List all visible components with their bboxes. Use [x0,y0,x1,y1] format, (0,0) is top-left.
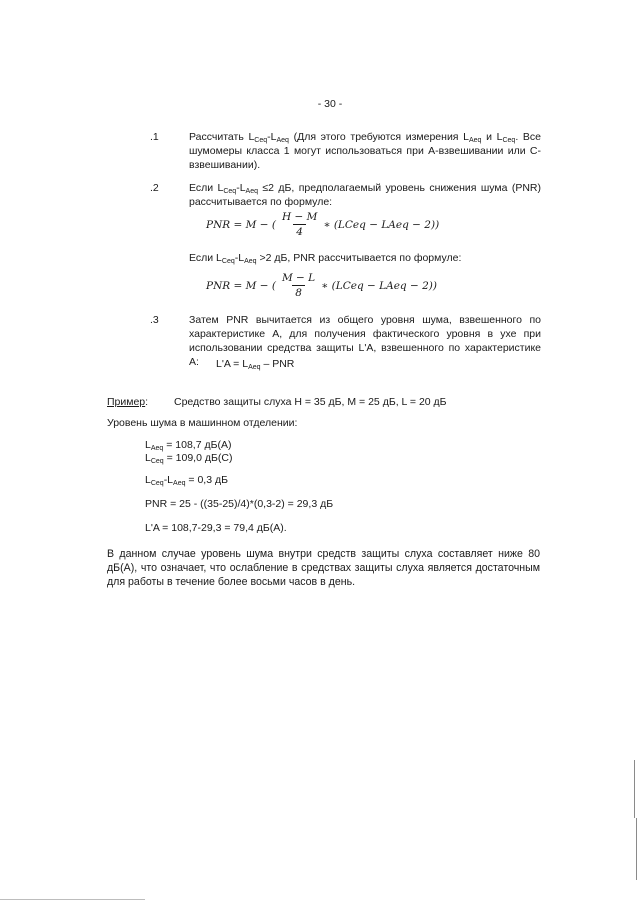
text-span: L'A = L [216,358,249,370]
text-span: (Для этого требуются измерения L [288,131,469,143]
text-span: . Все шумомеры класса 1 могут использоваться при А-взвешивании или С-взвешивании). [189,131,541,171]
subscript: Aeq [276,137,289,144]
formula-pnr-2 [206,272,437,299]
item-paragraph: Затем PNR вычитается из общего уровня шума, взвешенного по характеристике А, для получения фактического уровня в ухе при использовании средства защиты L'A, взвешенного по характеристике А: [189,314,541,368]
text-span: ≤2 дБ, предполагаемый уровень снижения шума (PNR) рассчитывается по формуле: [189,182,541,208]
text-span: Если L [189,252,222,264]
text-span: -L [267,131,277,143]
text-span: Рассчитать L [189,131,255,143]
text-span: L [145,474,151,486]
item-paragraph [189,181,541,209]
subscript: Ceq [254,137,268,144]
item-number: .1 [150,131,159,143]
text-span: L [145,452,151,464]
difference-value [145,473,228,487]
pnr-calculation: PNR = 25 - ((35-25)/4)*(0,3-2) = 29,3 дБ [145,498,334,510]
scan-edge-mark [636,818,637,880]
formula-fraction [279,272,318,299]
example-label [107,395,148,409]
text-span: = 109,0 дБ(С) [163,452,233,464]
scan-bottom-line [0,899,145,900]
text-span: -L [234,252,245,264]
formula-fraction [279,211,320,238]
subscript: Ceq [150,458,164,465]
subscript: Aeq [150,445,164,452]
item-number: .3 [150,314,159,326]
subscript: Aeq [248,364,261,371]
subscript: Aeq [469,137,482,144]
text-span: Если L [189,182,224,194]
formula-lhs: PNR = M − ( [206,279,276,292]
fraction-denominator: 8 [292,285,305,299]
text-span: -L [163,474,174,486]
fraction-numerator: H − M [281,211,318,223]
item-number: .2 [150,182,159,194]
subscript: Ceq [150,480,164,487]
text-span: : [145,396,149,408]
engine-room-heading: Уровень шума в машинном отделении: [107,417,298,429]
subscript: Aeq [173,480,186,487]
scan-edge-mark [634,760,635,818]
example-label-text: Пример [107,396,146,408]
text-span: -L [236,182,246,194]
subscript: Aeq [244,258,257,265]
text-span: = 0,3 дБ [185,474,228,486]
equation-la [216,357,294,371]
formula-lhs: PNR = M − ( [206,218,276,231]
text-span: и L [481,131,503,143]
fraction-numerator: M − L [281,272,316,284]
subscript: Ceq [223,188,237,195]
text-span: = 108,7 дБ(А) [163,439,232,451]
conclusion-paragraph: В данном случае уровень шума внутри средств защиты слуха составляет ниже 80 дБ(А), что означает, что ослабление в средствах защиты слуха является достаточным для работы в течение более восьми часов в день. [107,548,540,588]
item-paragraph [189,251,461,265]
formula-pnr-1 [206,211,439,238]
lceq-value [145,451,232,465]
fraction-denominator: 4 [293,224,306,238]
text-span: – PNR [260,358,295,370]
formula-rhs: ∗ (LCeq − LAeq − 2)) [323,218,440,231]
subscript: Aeq [245,188,259,195]
example-text: Средство защиты слуха H = 35 дБ, M = 25 дБ, L = 20 дБ [174,396,447,408]
laeq-value [145,438,232,452]
text-span: L [145,439,151,451]
page-number: - 30 - [317,98,343,110]
subscript: Ceq [502,137,516,144]
la-calculation: L'A = 108,7-29,3 = 79,4 дБ(А). [145,522,287,534]
subscript: Ceq [221,258,235,265]
formula-rhs: ∗ (LCeq − LAeq − 2)) [321,279,437,292]
item-paragraph [189,130,541,172]
text-span: >2 дБ, PNR рассчитывается по формуле: [256,252,462,264]
